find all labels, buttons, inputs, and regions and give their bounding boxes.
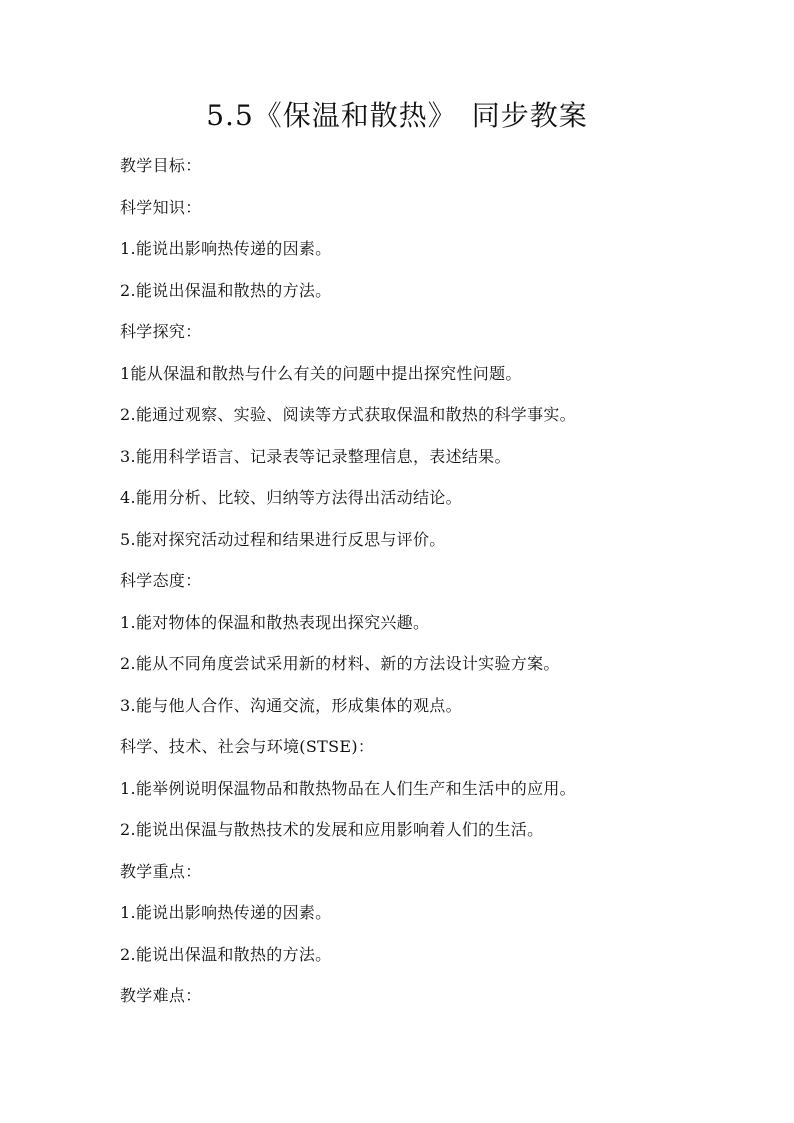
- key-point-item-2: 2.能说出保温和散热的方法。: [120, 944, 332, 964]
- section-heading-difficult-points: 教学难点：: [120, 986, 202, 1005]
- knowledge-item-1: 1.能说出影响热传递的因素。: [120, 239, 332, 258]
- subheading-science-attitude: 科学态度：: [120, 571, 202, 590]
- inquiry-item-4: 4.能用分析、比较、归纳等方法得出活动结论。: [120, 488, 462, 507]
- key-point-item-1: 1.能说出影响热传递的因素。: [120, 903, 332, 922]
- inquiry-item-1: 1能从保温和散热与什么有关的问题中提出探究性问题。: [120, 363, 522, 383]
- section-heading-key-points: 教学重点：: [120, 861, 202, 881]
- subheading-stse: 科学、技术、社会与环境(STSE)：: [120, 737, 375, 756]
- subheading-science-knowledge: 科学知识：: [120, 197, 202, 217]
- inquiry-item-2: 2.能通过观察、实验、阅读等方式获取保温和散热的科学事实。: [120, 405, 576, 424]
- stse-item-1: 1.能举例说明保温物品和散热物品在人们生产和生活中的应用。: [120, 778, 576, 798]
- attitude-item-3: 3.能与他人合作、沟通交流，形成集体的观点。: [120, 695, 462, 715]
- subheading-science-inquiry: 科学探究：: [120, 322, 202, 341]
- section-heading-teaching-goals: 教学目标：: [120, 156, 202, 175]
- inquiry-item-5: 5.能对探究活动过程和结果进行反思与评价。: [120, 529, 446, 549]
- inquiry-item-3: 3.能用科学语言、记录表等记录整理信息，表述结果。: [120, 446, 511, 466]
- attitude-item-1: 1.能对物体的保温和散热表现出探究兴趣。: [120, 612, 430, 632]
- document-body: [120, 145, 760, 1017]
- stse-item-2: 2.能说出保温与散热技术的发展和应用影响着人们的生活。: [120, 820, 544, 839]
- document-title: 5.5《保温和散热》 同步教案: [206, 99, 588, 132]
- attitude-item-2: 2.能从不同角度尝试采用新的材料、新的方法设计实验方案。: [120, 654, 560, 673]
- knowledge-item-2: 2.能说出保温和散热的方法。: [120, 280, 332, 300]
